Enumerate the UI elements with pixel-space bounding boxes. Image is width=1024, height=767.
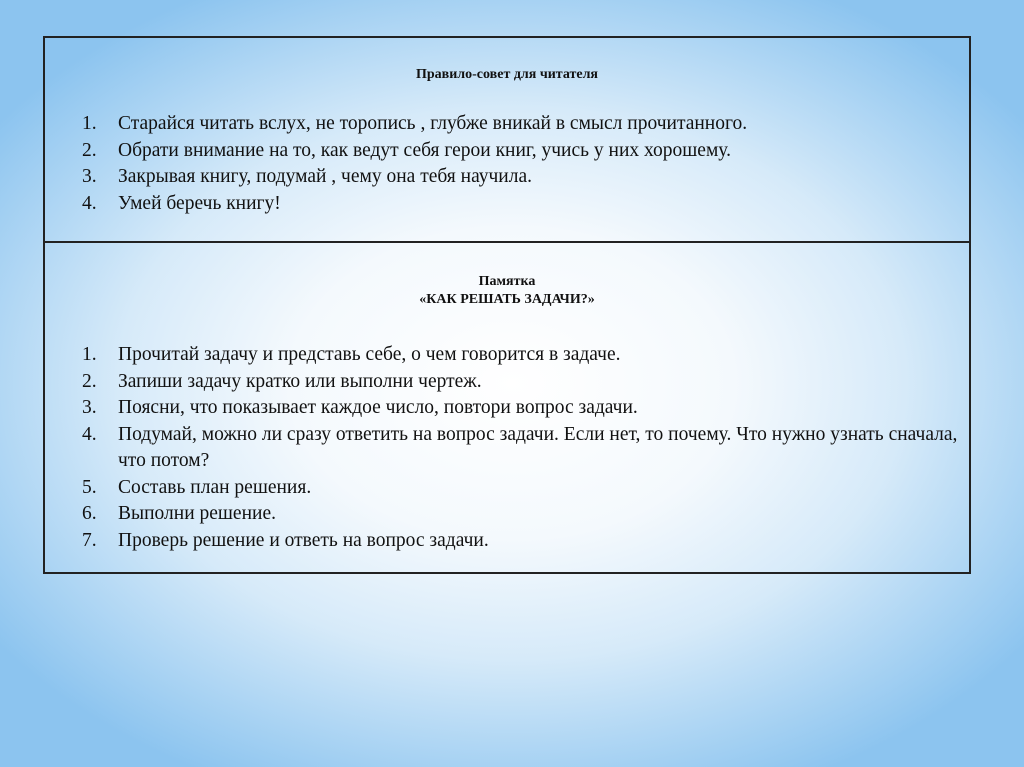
list-item: 6. Выполни решение.: [82, 503, 276, 524]
reader-advice-title: Правило-совет для читателя: [415, 67, 598, 82]
task-memo-title-line2: «КАК РЕШАТЬ ЗАДАЧИ?»: [419, 292, 595, 307]
content-table: [43, 36, 971, 574]
reader-advice-list: [82, 111, 959, 217]
task-solving-memo-cell: [45, 243, 969, 572]
task-memo-title: [45, 273, 969, 309]
list-item: 5. Составь план решения.: [82, 476, 312, 498]
list-item: 1. Старайся читать вслух, не торопись , глубже вникай в смысл прочитанного.: [82, 113, 748, 134]
list-item: 2. Запиши задачу кратко или выполни чертеж.: [82, 370, 482, 392]
task-memo-title-line1: Памятка: [478, 274, 536, 289]
list-item: 2. Обрати внимание на то, как ведут себя герои книг, учись у них хорошему.: [82, 139, 731, 161]
list-item: 4. Подумай, можно ли сразу ответить на вопрос задачи. Если нет, то почему. Что нужно узнать сначала, что потом?: [82, 423, 958, 471]
list-item: 4. Умей беречь книгу!: [82, 192, 281, 214]
task-memo-list: [82, 342, 963, 554]
reader-advice-cell: [45, 38, 969, 243]
list-item: 3. Закрывая книгу, подумай , чему она тебя научила.: [82, 166, 533, 187]
list-item: 3. Поясни, что показывает каждое число, повтори вопрос задачи.: [82, 397, 638, 418]
list-item: 7. Проверь решение и ответь на вопрос задачи.: [82, 529, 489, 551]
list-item: 1. Прочитай задачу и представь себе, о чем говорится в задаче.: [82, 344, 621, 365]
